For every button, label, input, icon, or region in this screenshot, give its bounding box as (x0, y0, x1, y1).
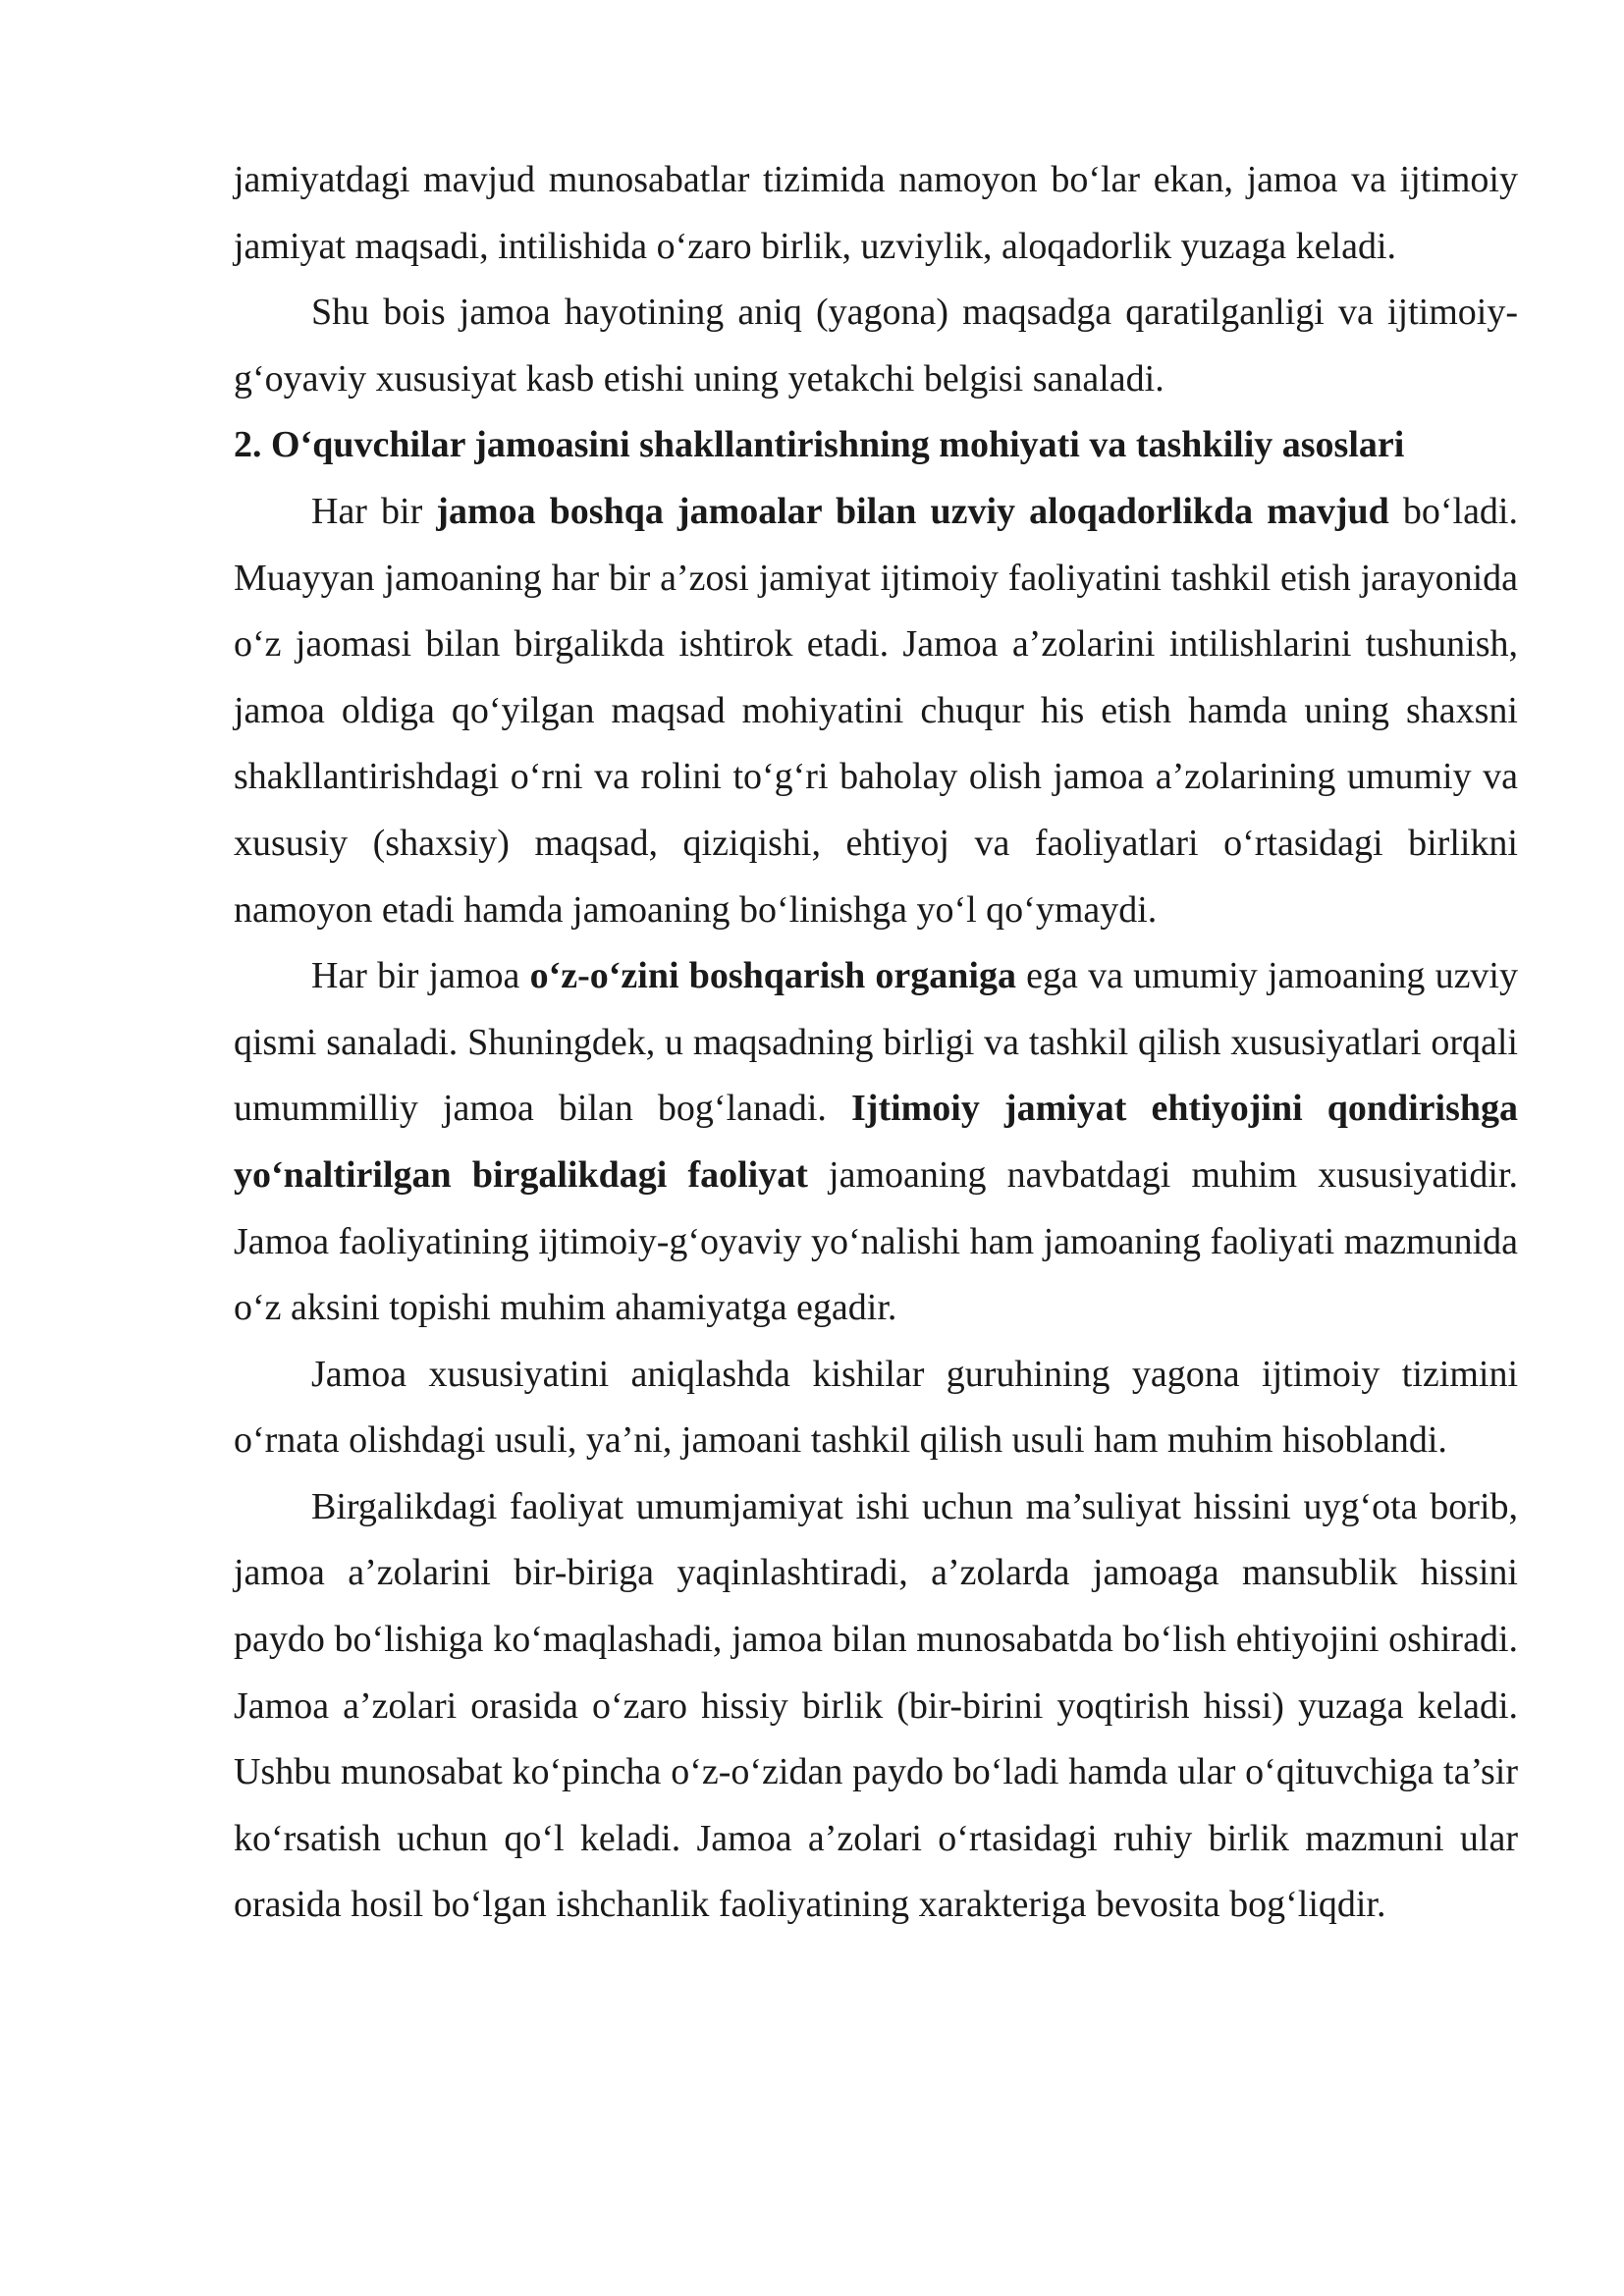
paragraph-continuation: jamiyatdagi mavjud munosabatlar tizimida namoyon bo‘lar ekan, jamoa va ijtimoiy jamiyat maqsadi, intilishida o‘zaro birlik, uzviylik, aloqadorlik yuzaga keladi. (234, 159, 1518, 267)
text-run: bo‘ladi. Muayyan jamoaning har bir a’zosi jamiyat ijtimoiy faoliyatini tashkil etish jarayonida o‘z jaomasi bilan birgalikda ishtirok etadi. Jamoa a’zolarini intilishlarini tushunish, jamoa oldiga qo‘yilgan maqsad mohiyatini chuqur his etish hamda uning shaxsni shakllantirishdagi o‘rni va rolini to‘g‘ri baholay olish jamoa a’zolarining umumiy va xususiy (shaxsiy) maqsad, qiziqishi, ehtiyoj va faoliyatlari o‘rtasidagi birlikni namoyon etadi hamda jamoaning bo‘linishga yo‘l qo‘ymaydi. (234, 490, 1518, 931)
section-heading: 2. O‘quvchilar jamoasini shakllantirishning mohiyati va tashkiliy asoslari (234, 424, 1405, 466)
text-run: ega va umumiy jamoaning uzviy qismi sanaladi. Shuningdek, u maqsadning birligi va tashkil qilish xususiyatlari orqali umummilliy jamoa bilan bog‘lanadi. (234, 955, 1518, 1130)
paragraph-purpose: Shu bois jamoa hayotining aniq (yagona) maqsadga qaratilganligi va ijtimoiy-g‘oyaviy xususiyat kasb etishi uning yetakchi belgisi sanaladi. (234, 292, 1518, 400)
bold-phrase: o‘z-o‘zini boshqarish organiga (529, 955, 1016, 997)
paragraph-self-governance (234, 943, 1518, 1342)
paragraph-joint-activity: Birgalikdagi faoliyat umumjamiyat ishi uchun ma’suliyat hissini uyg‘ota borib, jamoa a’zolarini bir-biriga yaqinlashtiradi, a’zolarda jamoaga mansublik hissini paydo bo‘lishiga ko‘maqlashadi, jamoa bilan munosabatda bo‘lish ehtiyojini oshiradi. Jamoa a’zolari orasida o‘zaro hissiy birlik (bir-birini yoqtirish hissi) yuzaga keladi. Ushbu munosabat ko‘pincha o‘z-o‘zidan paydo bo‘ladi hamda ular o‘qituvchiga ta’sir ko‘rsatish uchun qo‘l keladi. Jamoa a’zolari o‘rtasidagi ruhiy birlik mazmuni ular orasida hosil bo‘lgan ishchanlik faoliyatining xarakteriga bevosita bog‘liqdir. (234, 1485, 1518, 1926)
bold-phrase: Ijtimoiy jamiyat ehtiyojini qondirishga yo‘naltirilgan birgalikdagi faoliyat (234, 1088, 1519, 1196)
text-run: jamoaning navbatdagi muhim xususiyatidir. Jamoa faoliyatining ijtimoiy-g‘oyaviy yo‘nalishi ham jamoaning faoliyati mazmunida o‘z aksini topishi muhim ahamiyatga egadir. (234, 1153, 1518, 1329)
bold-phrase: jamoa boshqa jamoalar bilan uzviy aloqadorlikda mavjud (436, 490, 1389, 532)
document-page (234, 147, 1518, 1939)
text-run: Har bir (311, 490, 437, 532)
text-run: Har bir jamoa (311, 955, 530, 997)
paragraph-organization: Jamoa xususiyatini aniqlashda kishilar guruhining yagona ijtimoiy tizimini o‘rnata olishdagi usuli, ya’ni, jamoani tashkil qilish usuli ham muhim hisoblandi. (234, 1353, 1518, 1462)
paragraph-interconnection (234, 479, 1518, 943)
